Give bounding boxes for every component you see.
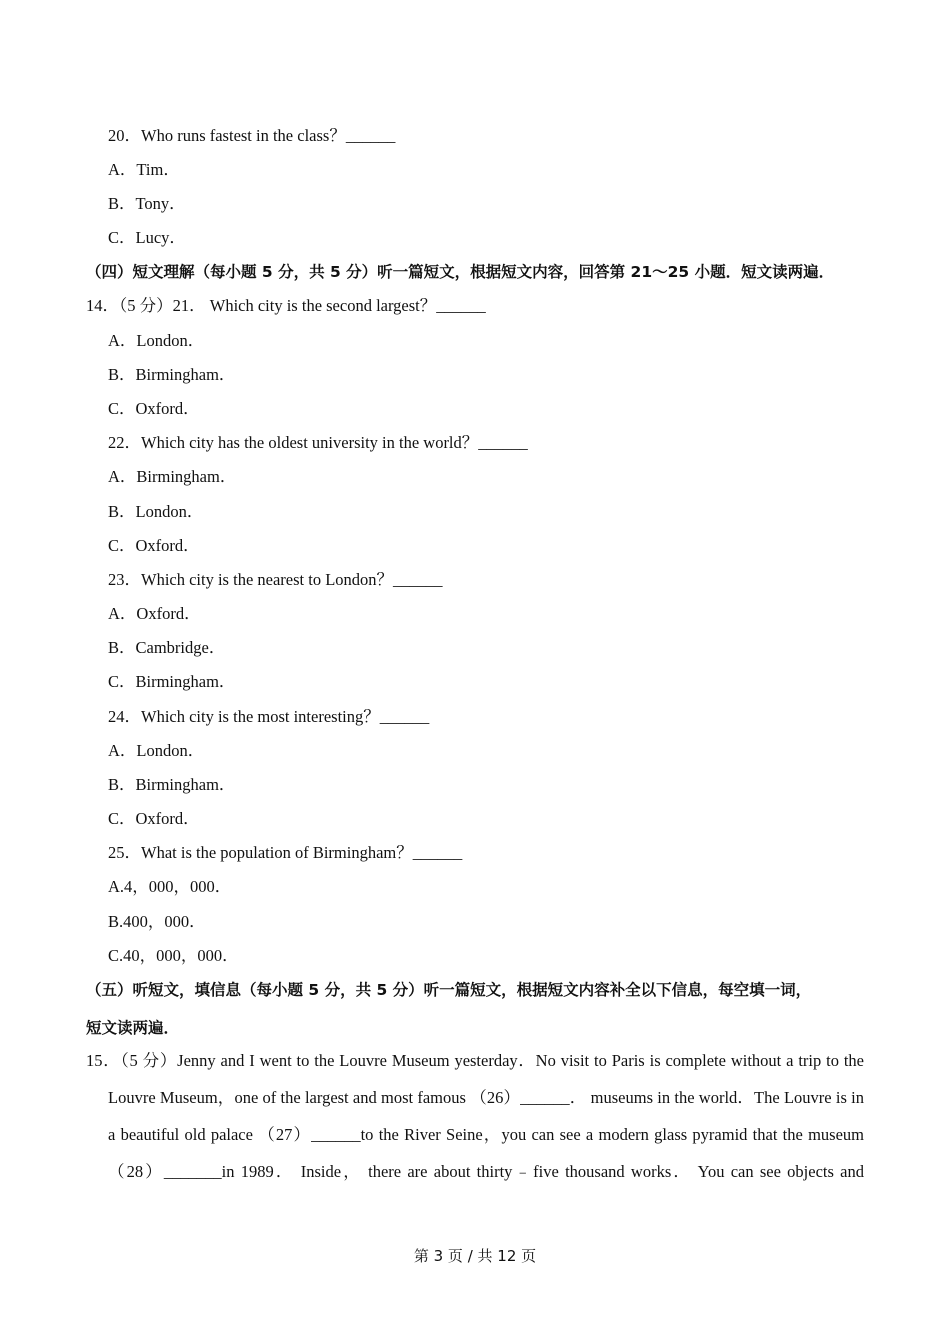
- question-22-option-c: C．Oxford．: [108, 536, 200, 555]
- question-25-option-c: C.40，000，000．: [108, 946, 239, 965]
- question-23-option-b: B．Cambridge．: [108, 638, 226, 657]
- question-22-option-b: B．London．: [108, 502, 204, 521]
- question-21-option-a: A．London．: [108, 331, 205, 350]
- question-20-option-c: C．Lucy．: [108, 228, 186, 247]
- question-22-stem: 22．Which city has the oldest university in the world？______: [108, 433, 528, 452]
- question-15-passage-line-3: a beautiful old palace （27）______to the River Seine，you can see a modern glass pyramid that the museum: [108, 1125, 864, 1144]
- section-4-heading: （四）短文理解（每小题 5 分，共 5 分）听一篇短文，根据短文内容，回答第 21～25 小题．短文读两遍．: [86, 263, 835, 281]
- section-5-heading-line-2: 短文读两遍．: [86, 1019, 180, 1037]
- section-5-heading-line-1: （五）听短文，填信息（每小题 5 分，共 5 分）听一篇短文，根据短文内容补全以下信息，每空填一词，: [86, 981, 812, 999]
- question-15-passage-line-4: （28）_______in 1989． Inside， there are about thirty﹣five thousand works． You can see objects and: [108, 1162, 864, 1181]
- question-20-stem: 20．Who runs fastest in the class？______: [108, 126, 396, 145]
- page-footer: 第 3 页 / 共 12 页: [413, 1247, 537, 1265]
- question-24-option-a: A．London．: [108, 741, 205, 760]
- question-25-stem: 25．What is the population of Birmingham？______: [108, 843, 463, 862]
- question-15-passage-line-2: Louvre Museum，one of the largest and most famous （26）______． museums in the world．The Louvre is in: [108, 1088, 864, 1107]
- question-24-option-b: B．Birmingham．: [108, 775, 236, 794]
- question-23-option-a: A．Oxford．: [108, 604, 201, 623]
- question-24-option-c: C．Oxford．: [108, 809, 200, 828]
- question-25-option-a: A.4，000，000．: [108, 877, 232, 896]
- question-21-option-b: B．Birmingham．: [108, 365, 236, 384]
- question-21-option-c: C．Oxford．: [108, 399, 200, 418]
- question-15-passage-line-1: 15．（5 分）Jenny and I went to the Louvre Museum yesterday．No visit to Paris is complete without a trip to the: [86, 1051, 864, 1070]
- question-20-option-b: B．Tony．: [108, 194, 186, 213]
- question-14-stem: 14．（5 分）21． Which city is the second largest？______: [86, 296, 486, 315]
- question-20-option-a: A．Tim．: [108, 160, 180, 179]
- question-22-option-a: A．Birmingham．: [108, 467, 237, 486]
- question-24-stem: 24．Which city is the most interesting？______: [108, 707, 430, 726]
- question-25-option-b: B.400，000．: [108, 912, 206, 931]
- question-23-option-c: C．Birmingham．: [108, 672, 236, 691]
- question-23-stem: 23．Which city is the nearest to London？______: [108, 570, 443, 589]
